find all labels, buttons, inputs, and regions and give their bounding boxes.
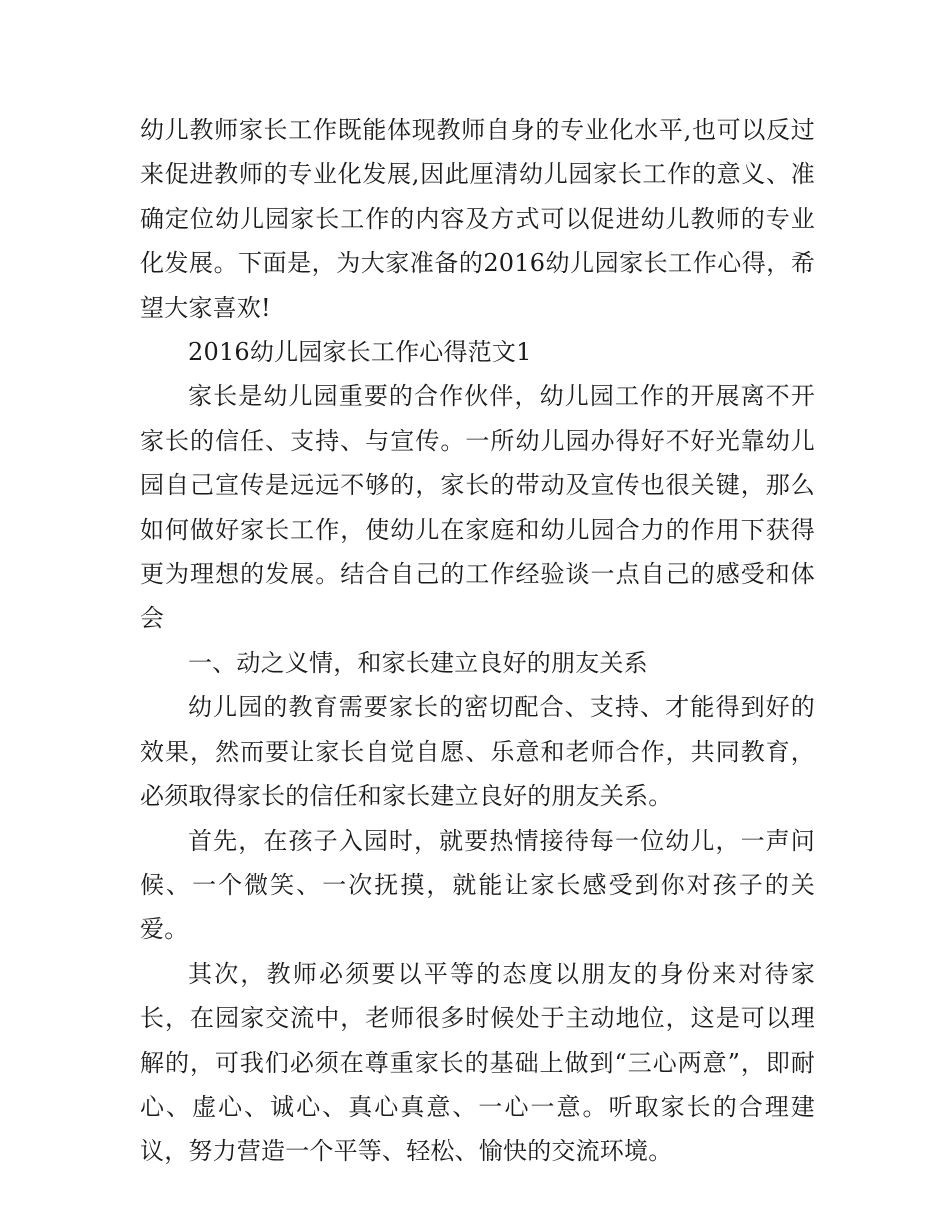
body-paragraph-3: 首先，在孩子入园时，就要热情接待每一位幼儿，一声问候、一个微笑、一次抚摸，就能让家长感受到你对孩子的关爱。 <box>140 826 815 944</box>
body-paragraph-1: 家长是幼儿园重要的合作伙伴，幼儿园工作的开展离不开家长的信任、支持、与宣传。一所幼儿园办得好不好光靠幼儿园自己宣传是远远不够的，家长的带动及宣传也很关键，那么如何做好家长工作，使幼儿在家庭和幼儿园合力的作用下获得更为理想的发展。结合自己的工作经验谈一点自己的感受和体会 <box>140 382 815 633</box>
section-heading-1: 一、动之义情，和家长建立良好的朋友关系 <box>188 648 648 677</box>
article-title: 2016幼儿园家长工作心得范文1 <box>188 338 532 367</box>
document-page <box>140 108 815 1174</box>
intro-paragraph: 幼儿教师家长工作既能体现教师自身的专业化水平,也可以反过来促进教师的专业化发展,因此厘清幼儿园家长工作的意义、准确定位幼儿园家长工作的内容及方式可以促进幼儿教师的专业化发展。下面是，为大家准备的2016幼儿园家长工作心得，希望大家喜欢! <box>140 116 815 322</box>
body-paragraph-2: 幼儿园的教育需要家长的密切配合、支持、才能得到好的效果，然而要让家长自觉自愿、乐意和老师合作，共同教育，必须取得家长的信任和家长建立良好的朋友关系。 <box>140 693 815 811</box>
body-paragraph-4: 其次，教师必须要以平等的态度以朋友的身份来对待家长，在园家交流中，老师很多时候处于主动地位，这是可以理解的，可我们必须在尊重家长的基础上做到“三心两意”，即耐心、虚心、诚心、真心真意、一心一意。听取家长的合理建议，努力营造一个平等、轻松、愉快的交流环境。 <box>140 959 815 1166</box>
